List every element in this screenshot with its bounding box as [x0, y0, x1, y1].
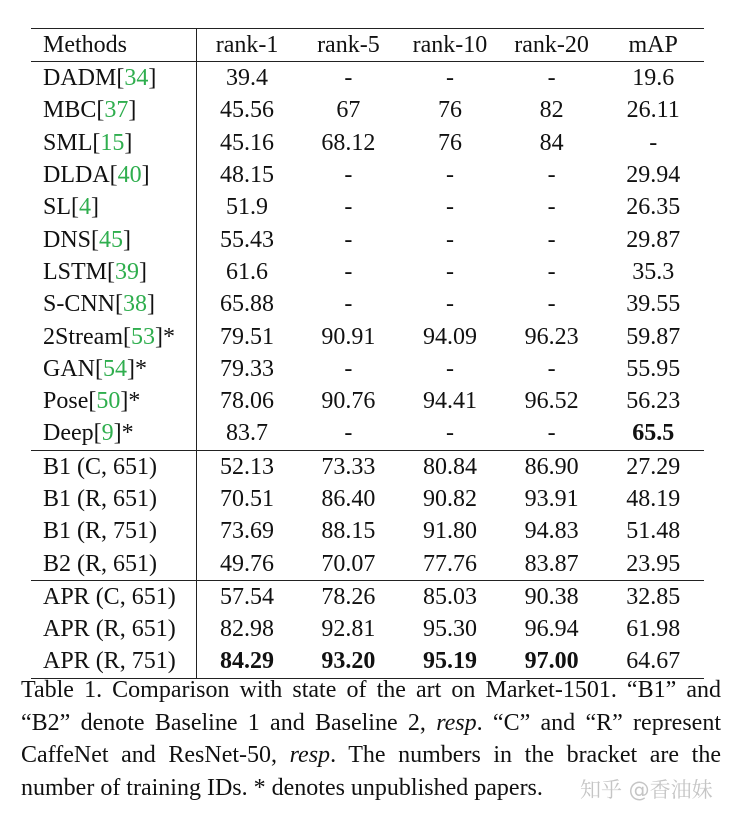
cell-rank-20: 83.87 — [524, 550, 579, 577]
cell-rank-20: 94.83 — [524, 518, 579, 545]
cell-rank-10: 95.30 — [422, 616, 477, 643]
method-name: B2 (R, 651) — [43, 550, 157, 577]
unpublished-marker: * — [135, 355, 147, 382]
method-cell — [31, 483, 196, 515]
cell-rank-1: 83.7 — [226, 420, 269, 447]
method-name: Pose — [43, 388, 89, 415]
cell-rank-5: 67 — [336, 97, 361, 124]
cell-rank-10: 80.84 — [399, 450, 501, 483]
cell-rank-5: - — [344, 258, 353, 285]
method-name: MBC — [43, 97, 97, 124]
citation-link[interactable]: 39 — [115, 258, 140, 285]
method-name: B1 (R, 651) — [43, 486, 157, 512]
cell-rank-5: - — [344, 194, 353, 221]
cell-rank-20: 93.91 — [524, 486, 579, 512]
cell-rank-10: - — [445, 291, 454, 318]
cell-rank-20: - — [547, 226, 556, 253]
method-name: B1 (C, 651) — [43, 453, 157, 480]
method-name: DADM — [43, 65, 117, 92]
cell-rank-5: 86.40 — [321, 486, 376, 512]
method-cell — [31, 288, 196, 320]
citation-bracket-close: ] — [120, 388, 129, 415]
cell-rank-20: 96.94 — [524, 616, 579, 643]
cell-rank-1: 45.56 — [220, 97, 275, 124]
citation-bracket-close: ] — [91, 194, 100, 221]
cell-rank-20: - — [547, 355, 556, 382]
cell-rank-10: - — [445, 355, 454, 382]
method-name: GAN — [43, 355, 95, 382]
table-row — [31, 256, 704, 288]
method-name: APR (R, 751) — [43, 648, 176, 675]
cell-rank-20: 96.23 — [524, 323, 579, 350]
method-name: DLDA — [43, 162, 110, 189]
cell-rank-5: 88.15 — [321, 518, 376, 545]
header-rank-5: rank-5 — [317, 32, 380, 58]
cell-rank-5: 93.20 — [298, 645, 400, 678]
citation-bracket-open: [ — [96, 97, 105, 124]
cell-map: 64.67 — [602, 645, 704, 678]
cell-rank-5: 92.81 — [321, 616, 376, 643]
method-name: SML — [43, 129, 93, 156]
cell-rank-10: - — [445, 194, 454, 221]
table-row — [31, 127, 704, 159]
cell-rank-5: - — [344, 162, 353, 189]
cell-rank-1: 39.4 — [226, 65, 269, 92]
citation-link[interactable]: 53 — [130, 323, 155, 350]
citation-bracket-open: [ — [122, 323, 131, 350]
cell-rank-10: - — [445, 420, 454, 447]
citation-bracket-open: [ — [107, 258, 116, 285]
caption-italic-resp-1: resp — [436, 709, 477, 736]
table-row — [31, 547, 704, 580]
caption-text-3: . The numbers in the bracket are the number of training IDs. * denotes unpublished papers. — [21, 742, 721, 801]
cell-rank-5: - — [344, 355, 353, 382]
citation-link[interactable]: 50 — [96, 388, 121, 415]
cell-rank-1: 84.29 — [196, 645, 298, 678]
citation-bracket-close: ] — [113, 420, 122, 447]
citation-link[interactable]: 9 — [101, 420, 114, 447]
method-cell — [31, 256, 196, 288]
cell-rank-10: - — [445, 65, 454, 92]
table-row — [31, 515, 704, 547]
caption-text-1: Table 1. Comparison with state of the art on Market-1501. “B1” and “B2” denote Baseline 1 and Baseline 2, — [21, 677, 721, 736]
method-cell — [31, 385, 196, 417]
method-cell — [31, 547, 196, 580]
citation-bracket-close: ] — [148, 65, 157, 92]
cell-map: 39.55 — [626, 291, 681, 318]
method-cell — [31, 450, 196, 483]
cell-rank-20: 90.38 — [501, 580, 603, 613]
cell-rank-10: - — [445, 258, 454, 285]
cell-rank-5: - — [344, 291, 353, 318]
cell-map: 65.5 — [632, 420, 675, 447]
citation-bracket-open: [ — [92, 129, 101, 156]
method-name: APR (R, 651) — [43, 616, 176, 643]
cell-map: 26.35 — [626, 194, 681, 221]
cell-rank-5: 90.91 — [321, 323, 376, 350]
citation-bracket-open: [ — [116, 65, 125, 92]
cell-map: 26.11 — [626, 97, 680, 124]
citation-link[interactable]: 34 — [124, 65, 149, 92]
method-name: S-CNN — [43, 291, 116, 318]
caption-italic-resp-2: resp — [289, 742, 331, 768]
table-row — [31, 450, 704, 483]
citation-link[interactable]: 54 — [103, 355, 127, 382]
cell-rank-10: 76 — [437, 129, 462, 156]
cell-rank-1: 70.51 — [220, 486, 275, 512]
method-name: DNS — [43, 226, 92, 253]
table-row — [31, 417, 704, 450]
method-name: LSTM — [43, 258, 108, 285]
cell-rank-5: - — [344, 226, 353, 253]
method-cell — [31, 417, 196, 450]
group-baselines — [31, 450, 704, 580]
table-row — [31, 223, 704, 255]
cell-rank-1: 52.13 — [196, 450, 298, 483]
cell-rank-20: 86.90 — [501, 450, 603, 483]
cell-rank-10: 94.09 — [422, 323, 477, 350]
cell-rank-1: 61.6 — [226, 258, 269, 285]
cell-rank-5: - — [344, 65, 353, 92]
method-name: SL — [43, 194, 72, 221]
citation-link[interactable]: 40 — [117, 162, 142, 189]
method-cell — [31, 515, 196, 547]
cell-rank-10: - — [445, 226, 454, 253]
cell-rank-1: 79.51 — [220, 323, 275, 350]
method-cell — [31, 353, 196, 385]
cell-map: 23.95 — [626, 550, 681, 577]
header-map: mAP — [628, 32, 678, 58]
citation-link[interactable]: 38 — [123, 291, 148, 318]
cell-rank-10: 90.82 — [422, 486, 477, 512]
method-cell — [31, 613, 196, 645]
cell-rank-20: - — [547, 258, 556, 285]
cell-map: 29.87 — [626, 226, 681, 253]
results-table-container — [31, 28, 704, 679]
citation-bracket-open: [ — [88, 388, 97, 415]
citation-link[interactable]: 45 — [99, 226, 124, 253]
header-rank-10: rank-10 — [412, 32, 488, 58]
method-cell — [31, 580, 196, 613]
table-row — [31, 353, 704, 385]
table-row — [31, 385, 704, 417]
cell-rank-5: 70.07 — [321, 550, 376, 577]
cell-rank-1: 65.88 — [220, 291, 275, 318]
citation-bracket-close: ] — [124, 129, 133, 156]
method-name: APR (C, 651) — [43, 583, 176, 610]
citation-link[interactable]: 15 — [100, 129, 125, 156]
cell-rank-1: 55.43 — [220, 226, 275, 253]
method-name: 2Stream — [43, 323, 123, 350]
cell-map: 29.94 — [626, 162, 681, 189]
cell-rank-5: - — [344, 420, 353, 447]
group-prior-methods — [31, 62, 704, 451]
citation-bracket-open: [ — [93, 420, 102, 447]
cell-rank-20: - — [547, 420, 556, 447]
cell-rank-1: 78.06 — [220, 388, 275, 415]
table-row — [31, 613, 704, 645]
cell-map: 56.23 — [626, 388, 681, 415]
cell-rank-20: - — [547, 162, 556, 189]
method-name: Deep — [43, 420, 94, 447]
cell-map: - — [649, 129, 658, 156]
header-rank-20: rank-20 — [514, 32, 589, 58]
cell-rank-10: 95.19 — [399, 645, 501, 678]
citation-bracket-open: [ — [91, 226, 100, 253]
cell-rank-1: 48.15 — [220, 162, 275, 189]
cell-rank-1: 57.54 — [196, 580, 298, 613]
citation-link[interactable]: 37 — [104, 97, 129, 124]
table-row — [31, 62, 704, 95]
citation-bracket-close: ] — [123, 226, 132, 253]
citation-bracket-close: ] — [139, 258, 148, 285]
cell-map: 59.87 — [626, 323, 681, 350]
header-methods: Methods — [31, 29, 196, 62]
table-row — [31, 191, 704, 223]
method-cell — [31, 62, 196, 95]
table-row — [31, 483, 704, 515]
table-row — [31, 320, 704, 352]
cell-map: 27.29 — [602, 450, 704, 483]
cell-rank-1: 49.76 — [220, 550, 275, 577]
method-cell — [31, 223, 196, 255]
group-apr — [31, 580, 704, 678]
citation-bracket-close: ] — [141, 162, 150, 189]
header-rank-1: rank-1 — [215, 32, 279, 58]
table-row — [31, 580, 704, 613]
cell-map: 32.85 — [602, 580, 704, 613]
unpublished-marker: * — [162, 323, 175, 350]
cell-rank-10: 77.76 — [422, 550, 477, 577]
cell-rank-5: 90.76 — [321, 388, 376, 415]
citation-bracket-open: [ — [71, 194, 80, 221]
citation-bracket-close: ] — [127, 355, 135, 382]
cell-map: 35.3 — [632, 258, 675, 285]
cell-map: 19.6 — [632, 65, 675, 92]
cell-rank-20: 97.00 — [501, 645, 603, 678]
method-cell — [31, 94, 196, 126]
cell-map: 61.98 — [626, 616, 681, 643]
unpublished-marker: * — [128, 388, 141, 415]
cell-rank-1: 73.69 — [220, 518, 275, 545]
cell-rank-10: - — [445, 162, 454, 189]
cell-rank-5: 68.12 — [321, 129, 376, 156]
cell-rank-5: 73.33 — [298, 450, 400, 483]
cell-rank-1: 79.33 — [220, 355, 275, 382]
cell-rank-10: 85.03 — [399, 580, 501, 613]
citation-bracket-open: [ — [115, 291, 124, 318]
unpublished-marker: * — [121, 420, 134, 447]
citation-bracket-close: ] — [128, 97, 137, 124]
table-row — [31, 288, 704, 320]
cell-rank-20: - — [547, 291, 556, 318]
cell-rank-20: 82 — [539, 97, 564, 124]
citation-link[interactable]: 4 — [79, 194, 92, 221]
method-cell — [31, 320, 196, 352]
cell-rank-20: 96.52 — [524, 388, 579, 415]
citation-bracket-close: ] — [147, 291, 156, 318]
citation-bracket-close: ] — [154, 323, 163, 350]
watermark: 知乎 @香油妹 — [580, 778, 713, 802]
method-cell — [31, 191, 196, 223]
citation-bracket-open: [ — [109, 162, 118, 189]
table-row — [31, 94, 704, 126]
method-cell — [31, 159, 196, 191]
cell-rank-1: 45.16 — [220, 129, 275, 156]
header-row — [31, 29, 704, 62]
cell-rank-10: 76 — [437, 97, 462, 124]
cell-rank-20: 84 — [539, 129, 564, 156]
method-cell — [31, 127, 196, 159]
cell-rank-1: 51.9 — [226, 194, 269, 221]
table-row — [31, 159, 704, 191]
cell-rank-10: 94.41 — [422, 388, 477, 415]
cell-rank-1: 82.98 — [220, 616, 275, 643]
cell-rank-10: 91.80 — [422, 518, 477, 545]
citation-bracket-open: [ — [95, 355, 103, 382]
caption-text-2: . “C” and “R” represent CaffeNet and ResNet-50, — [21, 709, 721, 768]
cell-rank-5: 78.26 — [298, 580, 400, 613]
cell-map: 51.48 — [626, 518, 681, 545]
cell-map: 55.95 — [626, 355, 681, 382]
cell-rank-20: - — [547, 194, 556, 221]
results-table — [31, 28, 704, 679]
cell-rank-20: - — [547, 65, 556, 92]
method-name: B1 (R, 751) — [43, 518, 157, 545]
cell-map: 48.19 — [626, 486, 681, 512]
